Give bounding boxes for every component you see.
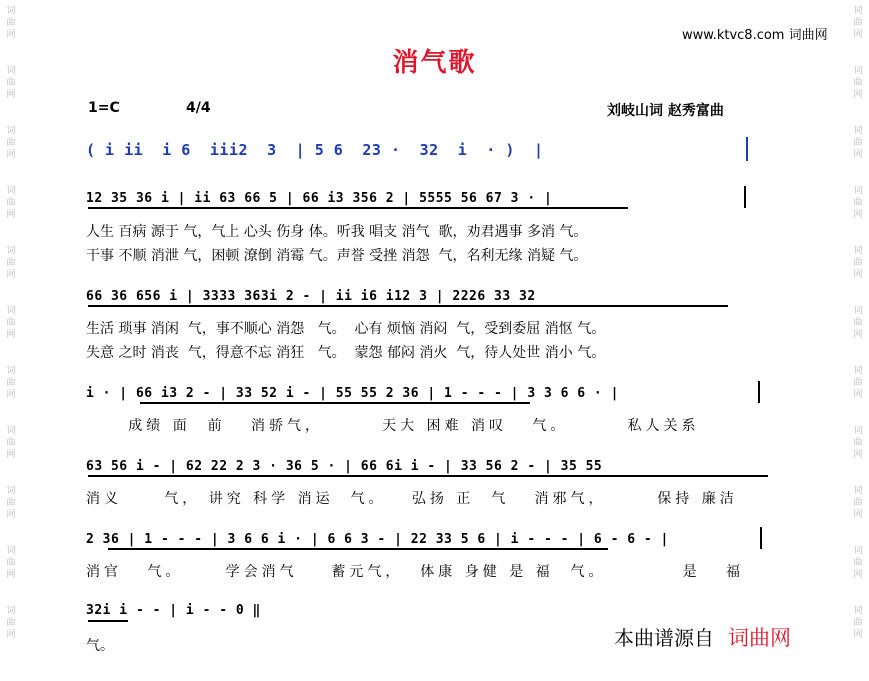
intro-end-barline [746,137,748,161]
watermark-char: 网 [6,330,16,340]
stave-1-lyric-2: 干事 不顺 消泄 气，困顿 潦倒 消霉 气。声誉 受挫 消怨 气，名利无缘 消疑 气。 [86,248,588,264]
stave-1-lyric-1: 人生 百病 源于 气，气上 心头 伤身 体。听我 唱支 消气 歌，劝君遇事 多消 气。 [86,224,588,240]
watermark-char: 网 [6,630,16,640]
watermark-char: 曲 [6,258,16,268]
watermark-char: 词 [853,366,863,376]
stave-5-notation: 2 36 | 1 - - - | 3 6 6 i · | 6 6 3 - | 22 33 5 6 | i - - - | 6 - 6 - | [86,532,669,547]
watermark-char: 词 [6,186,16,196]
watermark-char: 词 [853,6,863,16]
watermark-char: 网 [6,30,16,40]
brand-link[interactable]: 词曲网 [728,626,791,650]
watermark-char: 词 [6,306,16,316]
time-signature: 4/4 [186,100,211,116]
watermark-char: 词 [6,606,16,616]
stave-5-end-barline [760,527,762,549]
watermark-char: 曲 [6,138,16,148]
watermark-char: 曲 [6,318,16,328]
stave-6-lyric: 气。 [86,638,114,654]
stave-2-notation: 66 36 656 i | 3333 363i 2 - | ii i6 i12 3 | 2226 33 32 [86,289,536,304]
watermark-char: 曲 [853,498,863,508]
watermark-char: 词 [6,246,16,256]
watermark-char: 曲 [6,18,16,28]
song-title: 消气歌 [392,48,477,78]
watermark-char: 词 [853,66,863,76]
stave-5-lyric: 消官 气。 学会消气 蓄元气， 体康 身健 是 福 气。 是 福 [86,564,744,580]
watermark-char: 词 [853,186,863,196]
stave-2-lyric-2: 失意 之时 消丧 气，得意不忘 消狂 气。 蒙怨 郁闷 消火 气，待人处世 消小 气。 [86,345,606,361]
watermark-char: 曲 [853,78,863,88]
site-url[interactable]: www.ktvc8.com 词曲网 [682,28,828,43]
watermark-char: 曲 [853,438,863,448]
watermark-char: 词 [6,426,16,436]
watermark-char: 网 [6,210,16,220]
watermark-char: 网 [853,630,863,640]
watermark-char: 词 [853,126,863,136]
watermark-char: 曲 [853,318,863,328]
watermark-char: 网 [853,570,863,580]
watermark-char: 曲 [6,498,16,508]
watermark-char: 网 [6,510,16,520]
right-watermark-strip [847,0,869,681]
stave-1-end-barline [744,186,746,208]
watermark-char: 词 [853,246,863,256]
watermark-char: 网 [6,90,16,100]
watermark-char: 网 [853,450,863,460]
key-signature: 1=C [88,100,120,116]
watermark-char: 词 [853,426,863,436]
watermark-char: 曲 [853,138,863,148]
watermark-char: 词 [6,66,16,76]
watermark-char: 网 [853,150,863,160]
watermark-char: 曲 [6,438,16,448]
watermark-char: 词 [6,546,16,556]
left-watermark-strip [0,0,22,681]
watermark-char: 网 [853,30,863,40]
source-footer [614,622,791,652]
watermark-char: 曲 [6,378,16,388]
watermark-char: 词 [6,126,16,136]
watermark-char: 网 [853,510,863,520]
watermark-char: 词 [6,486,16,496]
watermark-char: 网 [853,390,863,400]
watermark-char: 曲 [853,378,863,388]
watermark-char: 曲 [6,198,16,208]
source-text: 本曲谱源自 [614,626,714,650]
credits: 刘岐山词 赵秀富曲 [607,103,724,119]
watermark-char: 网 [853,210,863,220]
stave-4-notation: 63 56 i - | 62 22 2 3 · 36 5 · | 66 6i i - | 33 56 2 - | 35 55 [86,459,603,474]
watermark-char: 网 [853,90,863,100]
watermark-char: 词 [853,546,863,556]
stave-6-notation: 32i i - - | i - - 0 ‖ [86,603,261,618]
watermark-char: 网 [853,270,863,280]
watermark-char: 网 [6,270,16,280]
watermark-char: 词 [853,486,863,496]
watermark-char: 曲 [853,258,863,268]
watermark-char: 网 [6,150,16,160]
watermark-char: 网 [6,450,16,460]
watermark-char: 网 [6,390,16,400]
intro-notation: ( i ii i 6 iii2 3 | 5 6 23 · 32 i · ) | [86,141,544,159]
stave-3-end-barline [758,381,760,403]
watermark-char: 曲 [853,558,863,568]
watermark-char: 网 [853,330,863,340]
stave-3-lyric: 成绩 面 前 消骄气， 天大 困难 消叹 气。 私人关系 [86,418,700,434]
watermark-char: 网 [6,570,16,580]
stave-1-notation: 12 35 36 i | ii 63 66 5 | 66 i3 356 2 | 5555 56 67 3 · | [86,191,553,206]
watermark-char: 词 [853,306,863,316]
watermark-char: 曲 [6,618,16,628]
watermark-char: 曲 [6,558,16,568]
stave-4-lyric: 消义 气， 讲究 科学 消运 气。 弘扬 正 气 消邪气， 保持 廉洁 [86,491,738,507]
stave-3-notation: i · | 66 i3 2 - | 33 52 i - | 55 55 2 36 | 1 - - - | 3 3 6 6 · | [86,386,619,401]
watermark-char: 词 [853,606,863,616]
watermark-char: 曲 [6,78,16,88]
watermark-char: 词 [6,366,16,376]
watermark-char: 词 [6,6,16,16]
watermark-char: 曲 [853,618,863,628]
watermark-char: 曲 [853,18,863,28]
watermark-char: 曲 [853,198,863,208]
stave-2-lyric-1: 生活 琐事 消闲 气，事不顺心 消怨 气。 心有 烦恼 消闷 气，受到委屈 消怄 气。 [86,321,606,337]
